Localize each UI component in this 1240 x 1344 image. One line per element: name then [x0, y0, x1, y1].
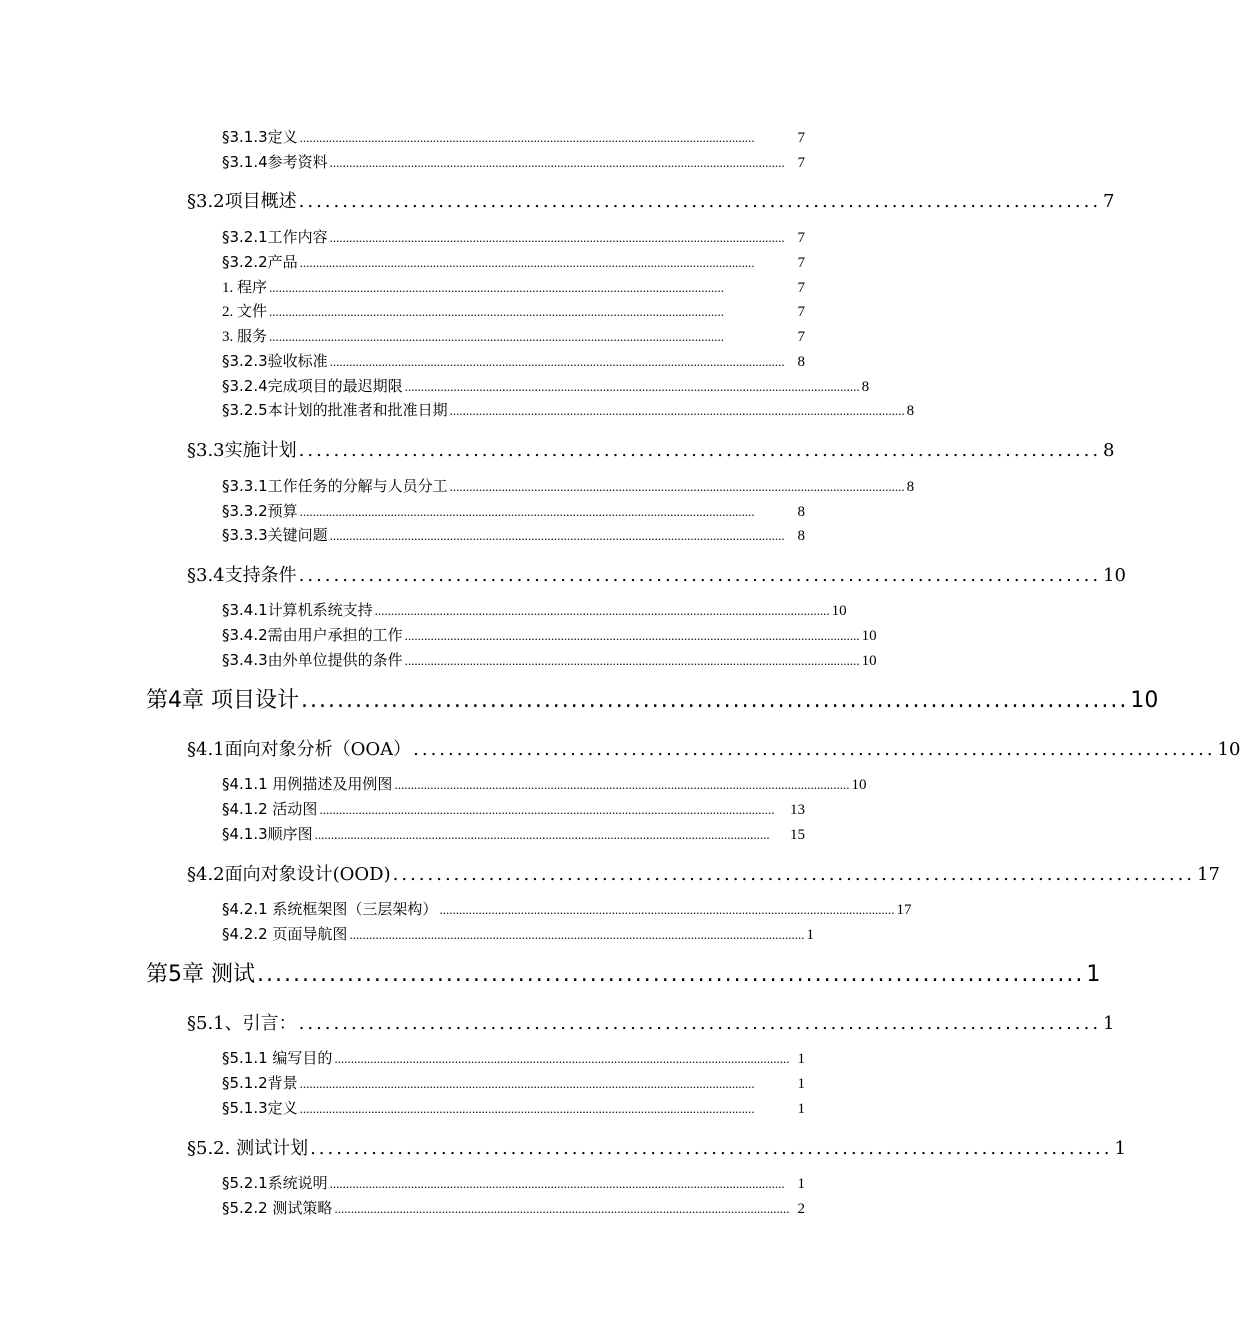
- toc-entry[interactable]: [222, 1197, 805, 1218]
- toc-leader-dots: ............................................................................................................................................: [404, 653, 860, 668]
- toc-leader-dots: ............................................................................................................................................: [299, 1101, 755, 1116]
- toc-entry-page: 7: [797, 230, 805, 246]
- toc-entry-title: §3.3.2预算: [222, 502, 298, 520]
- toc-leader-dots: ............................................................................................................................................: [334, 1201, 790, 1216]
- toc-entry[interactable]: [222, 773, 867, 794]
- toc-leader-dots: ............................................................................................: [298, 440, 1102, 461]
- toc-entry[interactable]: [222, 823, 805, 844]
- toc-entry-page: 15: [790, 827, 805, 843]
- toc-entry-title: §3.2.1工作内容: [222, 228, 328, 246]
- toc-entry-title: 2. 文件: [222, 304, 268, 320]
- toc-leader-dots: ............................................................................................................................................: [329, 155, 785, 170]
- toc-leader-dots: ............................................................................................................................................: [269, 304, 725, 319]
- toc-entry[interactable]: [187, 860, 1220, 886]
- toc-entry-title: §3.4.1计算机系统支持: [222, 601, 373, 619]
- toc-leader-dots: ............................................................................................................................................: [269, 329, 725, 344]
- toc-entry[interactable]: [222, 923, 814, 944]
- toc-entry-title: §3.2.5本计划的批准者和批准日期: [222, 401, 448, 419]
- toc-leader-dots: ............................................................................................................................................: [449, 403, 905, 418]
- toc-entry[interactable]: [222, 126, 805, 147]
- toc-leader-dots: ............................................................................................: [310, 1138, 1113, 1159]
- toc-entry-page: 10: [861, 653, 877, 669]
- toc-leader-dots: ............................................................................................................................................: [449, 479, 905, 494]
- toc-entry[interactable]: [222, 1047, 805, 1068]
- toc-leader-dots: ............................................................................................: [392, 864, 1196, 885]
- toc-entry[interactable]: [146, 683, 1159, 714]
- toc-leader-dots: ............................................................................................................................................: [299, 130, 755, 145]
- toc-entry-title: §3.1.3定义: [222, 128, 298, 146]
- toc-entry-page: 7: [797, 329, 805, 345]
- toc-entry[interactable]: [222, 1097, 805, 1118]
- toc-leader-dots: ............................................................................................: [413, 739, 1216, 760]
- toc-entry-page: 7: [797, 304, 805, 320]
- toc-entry-title: §4.2面向对象设计(OOD): [187, 864, 391, 885]
- toc-entry-page: 8: [797, 354, 805, 370]
- toc-entry[interactable]: [222, 226, 805, 247]
- toc-entry-page: 8: [1103, 440, 1115, 461]
- toc-leader-dots: ............................................................................................................................................: [319, 802, 775, 817]
- toc-entry-title: §3.2.4完成项目的最迟期限: [222, 377, 403, 395]
- toc-entry[interactable]: [146, 957, 1101, 988]
- toc-leader-dots: ............................................................................................................................................: [329, 354, 785, 369]
- toc-entry[interactable]: [222, 524, 805, 545]
- toc-leader-dots: ............................................................................................: [301, 688, 1129, 713]
- toc-entry[interactable]: [222, 251, 805, 272]
- toc-entry-title: §3.2.3验收标准: [222, 352, 328, 370]
- toc-entry[interactable]: [222, 375, 870, 396]
- toc-leader-dots: ............................................................................................: [298, 1013, 1102, 1034]
- toc-entry-title: §5.1.1 编写目的: [222, 1049, 333, 1067]
- toc-entry-page: 7: [797, 155, 805, 171]
- toc-entry-title: §3.3实施计划: [187, 440, 297, 461]
- toc-entry-title: §4.1.2 活动图: [222, 800, 318, 818]
- toc-entry[interactable]: [187, 1009, 1115, 1035]
- toc-entry-title: 第5章 测试: [146, 962, 255, 987]
- toc-entry-page: 1: [806, 927, 814, 943]
- toc-entry-page: 1: [1114, 1138, 1126, 1159]
- toc-entry-page: 1: [797, 1101, 805, 1117]
- toc-entry[interactable]: [222, 151, 805, 172]
- toc-entry-page: 1: [797, 1076, 805, 1092]
- toc-entry-title: §5.1、引言：: [187, 1013, 297, 1034]
- toc-entry-title: §3.4.2需由用户承担的工作: [222, 626, 403, 644]
- toc-entry-title: §3.2.2产品: [222, 253, 298, 271]
- toc-entry-title: §5.1.2背景: [222, 1074, 298, 1092]
- toc-entry-page: 1: [1086, 962, 1101, 987]
- toc-leader-dots: ............................................................................................................................................: [299, 255, 755, 270]
- toc-entry[interactable]: [222, 599, 847, 620]
- toc-entry-page: 10: [861, 628, 877, 644]
- toc-entry-page: 7: [797, 255, 805, 271]
- toc-entry-title: 3. 服务: [222, 329, 268, 345]
- toc-entry-page: 1: [1103, 1013, 1115, 1034]
- toc-leader-dots: ............................................................................................................................................: [404, 379, 860, 394]
- toc-entry[interactable]: [222, 276, 805, 297]
- toc-leader-dots: ............................................................................................................................................: [329, 230, 785, 245]
- toc-entry[interactable]: [222, 399, 915, 420]
- toc-leader-dots: ............................................................................................................................................: [269, 280, 725, 295]
- toc-leader-dots: ............................................................................................................................................: [404, 628, 860, 643]
- toc-leader-dots: ............................................................................................................................................: [314, 827, 770, 842]
- toc-entry-title: §3.3.3关键问题: [222, 526, 328, 544]
- toc-entry-title: §4.1.3顺序图: [222, 825, 313, 843]
- toc-entry-page: 8: [906, 479, 915, 495]
- toc-entry-title: §5.2.1系统说明: [222, 1174, 328, 1192]
- toc-entry[interactable]: [187, 1134, 1126, 1160]
- toc-entry-page: 17: [896, 902, 912, 918]
- toc-leader-dots: ............................................................................................................................................: [334, 1051, 790, 1066]
- toc-entry-page: 17: [1197, 864, 1220, 885]
- toc-entry[interactable]: [222, 898, 912, 919]
- toc-entry-title: §5.2.2 测试策略: [222, 1199, 333, 1217]
- toc-entry-page: 7: [1103, 191, 1115, 212]
- toc-leader-dots: ............................................................................................: [298, 191, 1102, 212]
- toc-entry-page: 8: [906, 403, 915, 419]
- toc-entry-title: §3.3.1工作任务的分解与人员分工: [222, 477, 448, 495]
- toc-leader-dots: ............................................................................................................................................: [349, 927, 805, 942]
- toc-entry-page: 10: [851, 777, 867, 793]
- toc-entry-page: 1: [797, 1051, 805, 1067]
- toc-entry-title: §4.1.1 用例描述及用例图: [222, 775, 393, 793]
- toc-entry-title: §3.4.3由外单位提供的条件: [222, 651, 403, 669]
- toc-entry-page: 10: [1217, 739, 1240, 760]
- toc-entry[interactable]: [187, 735, 1240, 761]
- toc-leader-dots: ............................................................................................................................................: [329, 1176, 785, 1191]
- toc-entry-title: §5.1.3定义: [222, 1099, 298, 1117]
- toc-entry-title: §3.2项目概述: [187, 191, 297, 212]
- toc-leader-dots: ............................................................................................: [257, 962, 1085, 987]
- toc-entry-page: 8: [861, 379, 870, 395]
- toc-entry-page: 10: [831, 603, 847, 619]
- toc-entry[interactable]: [187, 436, 1115, 462]
- toc-entry[interactable]: [222, 1072, 805, 1093]
- toc-leader-dots: ............................................................................................................................................: [439, 902, 895, 917]
- toc-entry[interactable]: [222, 798, 805, 819]
- toc-leader-dots: ............................................................................................................................................: [299, 1076, 755, 1091]
- toc-entry[interactable]: [187, 187, 1115, 213]
- toc-entry-title: §4.1面向对象分析（OOA）: [187, 739, 412, 760]
- toc-leader-dots: ............................................................................................................................................: [394, 777, 850, 792]
- toc-entry[interactable]: [222, 300, 805, 321]
- toc-entry[interactable]: [222, 500, 805, 521]
- toc-entry[interactable]: [222, 475, 915, 496]
- toc-entry-page: 2: [797, 1201, 805, 1217]
- toc-entry-page: 7: [797, 130, 805, 146]
- toc-entry[interactable]: [222, 649, 877, 670]
- toc-entry-title: §5.2. 测试计划: [187, 1138, 309, 1159]
- toc-entry-page: 13: [790, 802, 805, 818]
- toc-leader-dots: ............................................................................................................................................: [329, 528, 785, 543]
- toc-entry[interactable]: [222, 350, 805, 371]
- toc-entry-page: 8: [797, 528, 805, 544]
- toc-entry-title: 第4章 项目设计: [146, 688, 299, 713]
- toc-entry-title: §4.2.2 页面导航图: [222, 925, 348, 943]
- toc-entry-page: 7: [797, 280, 805, 296]
- toc-entry[interactable]: [222, 325, 805, 346]
- toc-entry-page: 10: [1130, 688, 1159, 713]
- toc-leader-dots: ............................................................................................................................................: [299, 504, 755, 519]
- toc-entry-page: 10: [1103, 565, 1126, 586]
- toc-entry-page: 1: [797, 1176, 805, 1192]
- toc-entry[interactable]: [222, 624, 877, 645]
- toc-entry[interactable]: [187, 561, 1126, 587]
- toc-entry-title: §3.1.4参考资料: [222, 153, 328, 171]
- toc-leader-dots: ............................................................................................: [298, 565, 1102, 586]
- toc-entry-page: 8: [797, 504, 805, 520]
- toc-entry-title: §3.4支持条件: [187, 565, 297, 586]
- toc-entry[interactable]: [222, 1172, 805, 1193]
- toc-entry-title: 1. 程序: [222, 280, 268, 296]
- toc-leader-dots: ............................................................................................................................................: [374, 603, 830, 618]
- toc-entry-title: §4.2.1 系统框架图（三层架构）: [222, 900, 438, 918]
